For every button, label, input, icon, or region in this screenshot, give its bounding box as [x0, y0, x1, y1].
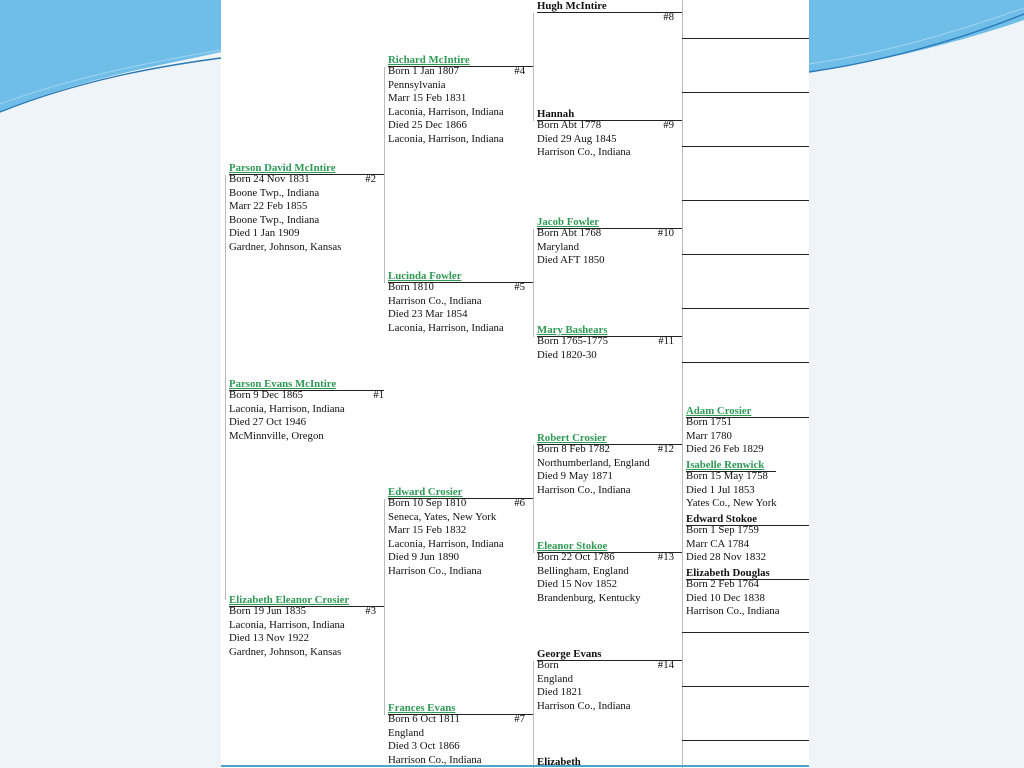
- person-detail: Laconia, Harrison, Indiana: [229, 618, 345, 631]
- person-detail: Yates Co., New York: [686, 497, 777, 509]
- person-detail: Died AFT 1850: [537, 254, 605, 266]
- person-detail: Bellingham, England: [537, 564, 629, 577]
- person-detail: Born 6 Oct 1811: [388, 713, 460, 725]
- person-detail: Died 27 Oct 1946: [229, 416, 307, 428]
- person-detail: Marr 22 Feb 1855: [229, 200, 308, 212]
- person-number: #13: [657, 551, 674, 563]
- person-detail: Died 9 Jun 1890: [388, 551, 460, 563]
- person-name: Hugh McIntire: [537, 0, 607, 12]
- person-name: Robert Crosier: [537, 432, 607, 444]
- person-detail: Marr CA 1784: [686, 537, 749, 550]
- person-detail: Pennsylvania: [388, 78, 446, 91]
- person-number: #14: [657, 659, 674, 671]
- person-detail: Laconia, Harrison, Indiana: [388, 105, 504, 118]
- person-detail: Brandenburg, Kentucky: [537, 591, 641, 604]
- person-detail: Born 19 Jun 1835: [229, 605, 307, 617]
- person-detail: Laconia, Harrison, Indiana: [388, 321, 504, 334]
- person-detail: Born 15 May 1758: [686, 470, 768, 482]
- person-detail: Maryland: [537, 240, 579, 253]
- person-name: Elizabeth Douglas: [686, 567, 770, 579]
- person-detail: Died 13 Nov 1922: [229, 632, 310, 644]
- person-name: George Evans: [537, 648, 602, 660]
- person-detail: Died 25 Dec 1866: [388, 119, 467, 131]
- person-detail: Gardner, Johnson, Kansas: [229, 240, 342, 253]
- person-name: Isabelle Renwick: [686, 459, 765, 471]
- person-detail: Harrison Co., Indiana: [537, 146, 631, 158]
- person-name: Lucinda Fowler: [388, 270, 462, 282]
- person-detail: Born: [537, 659, 559, 671]
- person-number: #2: [365, 173, 376, 185]
- person-detail: Laconia, Harrison, Indiana: [388, 132, 504, 145]
- person-detail: Born 10 Sep 1810: [388, 497, 467, 509]
- person-detail: Harrison Co., Indiana: [537, 483, 631, 496]
- person-detail: Born 1751: [686, 416, 732, 428]
- person-detail: Died 1821: [537, 686, 583, 698]
- person-detail: Harrison Co., Indiana: [388, 294, 482, 307]
- person-detail: Born 2 Feb 1764: [686, 578, 759, 590]
- person-number: #5: [514, 281, 525, 293]
- person-detail: Harrison Co., Indiana: [388, 753, 482, 766]
- person-detail: Born 22 Oct 1786: [537, 551, 615, 563]
- person-detail: Born 24 Nov 1831: [229, 173, 310, 185]
- person-detail: Died 23 Mar 1854: [388, 308, 468, 320]
- person-detail: Laconia, Harrison, Indiana: [388, 537, 504, 550]
- person-name: Parson David McIntire: [229, 162, 336, 174]
- person-number: #10: [657, 227, 674, 239]
- person-detail: Seneca, Yates, New York: [388, 510, 497, 523]
- person-detail: Born 8 Feb 1782: [537, 443, 610, 455]
- person-name: Eleanor Stokoe: [537, 540, 608, 552]
- person-detail: Born 1 Jan 1807: [388, 65, 460, 77]
- person-detail: Died 1820-30: [537, 348, 597, 361]
- person-name: Hannah: [537, 108, 575, 120]
- person-name: Edward Crosier: [388, 486, 463, 498]
- person-number: #1: [373, 389, 384, 401]
- person-detail: Died 29 Aug 1845: [537, 132, 617, 145]
- person-detail: Born 1765-1775: [537, 335, 609, 347]
- person-detail: Died 15 Nov 1852: [537, 578, 618, 590]
- person-detail: Died 9 May 1871: [537, 470, 613, 482]
- person-detail: England: [388, 726, 424, 739]
- person-name: Richard McIntire: [388, 54, 470, 66]
- person-detail: Northumberland, England: [537, 456, 650, 469]
- person-number: #6: [514, 497, 525, 509]
- person-name: Elizabeth: [537, 756, 581, 768]
- pedigree-chart-page: [221, 0, 809, 768]
- person-detail: Marr 15 Feb 1832: [388, 524, 467, 536]
- person-detail: Laconia, Harrison, Indiana: [229, 402, 345, 415]
- person-name: Jacob Fowler: [537, 216, 600, 228]
- person-detail: Gardner, Johnson, Kansas: [229, 645, 342, 658]
- person-detail: Died 1 Jul 1853: [686, 483, 755, 496]
- person-number: #4: [514, 65, 525, 77]
- person-name: Frances Evans: [388, 702, 456, 714]
- person-name: Elizabeth Eleanor Crosier: [229, 594, 350, 606]
- person-detail: Born 9 Dec 1865: [229, 389, 304, 401]
- person-name: Mary Bashears: [537, 324, 608, 336]
- person-number: #8: [663, 11, 674, 23]
- person-detail: Marr 1780: [686, 429, 732, 442]
- person-number: #7: [514, 713, 525, 725]
- person-name: Parson Evans McIntire: [229, 378, 337, 390]
- person-detail: Harrison Co., Indiana: [686, 605, 780, 617]
- person-detail: Born Abt 1768: [537, 227, 602, 239]
- person-name: Edward Stokoe: [686, 513, 758, 525]
- person-number: #11: [658, 335, 674, 347]
- person-detail: Died 1 Jan 1909: [229, 227, 300, 239]
- person-detail: Harrison Co., Indiana: [388, 564, 482, 577]
- person-detail: Harrison Co., Indiana: [537, 699, 631, 712]
- person-detail: Died 26 Feb 1829: [686, 443, 764, 455]
- person-detail: Died 10 Dec 1838: [686, 591, 765, 604]
- person-detail: Marr 15 Feb 1831: [388, 92, 467, 104]
- person-name: Adam Crosier: [686, 405, 752, 417]
- person-detail: Boone Twp., Indiana: [229, 186, 320, 199]
- person-detail: Died 3 Oct 1866: [388, 740, 460, 752]
- person-detail: Born 1 Sep 1759: [686, 524, 759, 536]
- person-detail: Boone Twp., Indiana: [229, 213, 320, 226]
- person-detail: England: [537, 672, 573, 685]
- person-detail: Born Abt 1778: [537, 119, 602, 131]
- person-detail: Died 28 Nov 1832: [686, 551, 767, 563]
- person-number: #3: [365, 605, 376, 617]
- person-number: #12: [657, 443, 674, 455]
- person-number: #9: [663, 119, 674, 131]
- person-detail: Born 1810: [388, 281, 434, 293]
- person-detail: McMinnville, Oregon: [229, 429, 324, 442]
